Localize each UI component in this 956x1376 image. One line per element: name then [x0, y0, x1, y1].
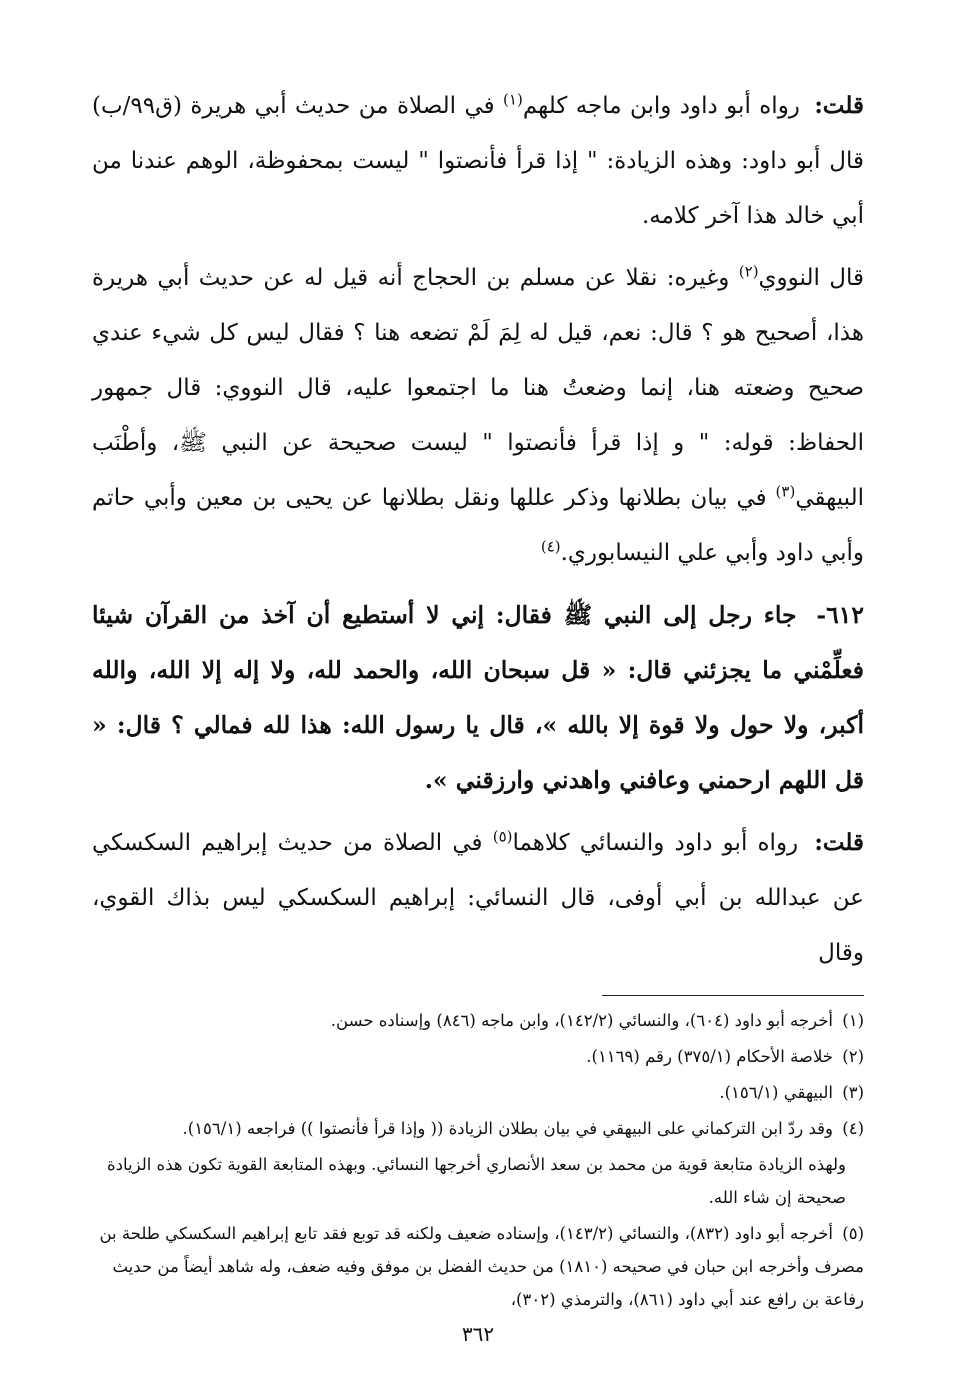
paragraph-2-text-a: قال النووي — [758, 265, 865, 291]
paragraph-1-text-b: في الصلاة من حديث أبي هريرة (ق٩٩/ب) قال أبو داود: وهذه الزيادة: " إذا قرأ فأنصتوا " ليست بمحفوظة، الوهم عندنا من أبي خالد هذا آخر كلامه. — [92, 93, 864, 229]
footnote-5 — [92, 1217, 864, 1316]
footnote-ref-2[interactable]: (٢) — [738, 262, 759, 281]
footnote-1 — [92, 1004, 864, 1037]
footnote-text: البيهقي (١٥٦/١). — [719, 1083, 833, 1102]
footnote-number: (٢) — [842, 1047, 864, 1066]
footnote-text: أخرجه أبو داود (٨٣٢)، والنسائي (١٤٣/٢)، وإسناده ضعيف ولكنه قد توبع فقد تابع إبراهيم السكسكي طلحة بن مصرف وأخرجه ابن حبان في صحيحه (١٨١٠) من حديث الفضل بن موفق وفيه ضعف، وله شاهد أيضاً من حديث رفاعة بن رافع عند أبي داود (٨٦١)، والترمذي (٣٠٢)، — [99, 1224, 864, 1309]
paragraph-1 — [92, 78, 864, 244]
footnote-text: خلاصة الأحكام (٣٧٥/١) رقم (١١٦٩). — [586, 1047, 833, 1066]
footnotes — [92, 1004, 864, 1316]
book-page — [92, 78, 864, 1346]
footnote-3 — [92, 1076, 864, 1109]
footnote-ref-3[interactable]: (٣) — [775, 482, 796, 501]
hadith-text: جاء رجل إلى النبي ﷺ فقال: إني لا أستطيع أن آخذ من القرآن شيئا فعلِّمْني ما يجزئني قال: « قل سبحان الله، والحمد لله، ولا إله إلا الله، والله أكبر، ولا حول ولا قوة إلا بالله »، قال يا رسول الله: هذا لله فمالي ؟ قال: « قل اللهم ارحمني وعافني واهدني وارزقني ». — [92, 601, 864, 794]
paragraph-2-text-c: في بيان بطلانها وذكر عللها ونقل بطلانها عن يحيى بن معين وأبي حاتم وأبي داود وأبي علي النيسابوري. — [92, 485, 864, 566]
footnote-number: (٥) — [842, 1224, 864, 1243]
footnote-4-continuation: ولهذه الزيادة متابعة قوية من محمد بن سعد الأنصاري أخرجها النسائي. وبهذه المتابعة القوية تكون هذه الزيادة صحيحة إن شاء الله. — [106, 1155, 846, 1207]
qult-label: قلت: — [814, 92, 864, 119]
footnote-4 — [92, 1112, 864, 1145]
qult-label: قلت: — [814, 829, 865, 856]
paragraph-1-text-a: رواه أبو داود وابن ماجه كلهم — [522, 93, 800, 119]
footnote-text: وقد ردّ ابن التركماني على البيهقي في بيان بطلان الزيادة (( وإذا قرأ فأنصتوا )) فراجعه (١٥٦/١). — [182, 1119, 833, 1138]
page-number: ٣٦٢ — [461, 1322, 495, 1346]
footnote-text: أخرجه أبو داود (٦٠٤)، والنسائي (١٤٢/٢)، وابن ماجه (٨٤٦) وإسناده حسن. — [330, 1011, 833, 1030]
main-text — [92, 78, 864, 981]
footnote-ref-4[interactable]: (٤) — [540, 537, 561, 556]
paragraph-2 — [92, 251, 864, 581]
footnote-number: (٤) — [842, 1119, 864, 1138]
footnote-divider — [602, 995, 864, 996]
footnote-number: (٣) — [842, 1083, 864, 1102]
footnote-ref-5[interactable]: (٥) — [492, 827, 513, 846]
paragraph-2-text-b: وغيره: نقلا عن مسلم بن الحجاج أنه قيل له عن حديث أبي هريرة هذا، أصحيح هو ؟ قال: نعم، قيل له لِمَ لَمْ تضعه هنا ؟ فقال ليس كل شيء عندي صحيح وضعته هنا، إنما وضعتُ هنا ما اجتمعوا عليه، قال النووي: قال جمهور الحفاظ: قوله: " و إذا قرأ فأنصتوا " ليست صحيحة عن النبي ﷺ، وأطْنَب البيهقي — [92, 265, 865, 511]
footnote-ref-1[interactable]: (١) — [503, 90, 523, 109]
hadith-number: ٦١٢- — [816, 601, 864, 629]
footnote-2 — [92, 1040, 864, 1073]
footnote-number: (١) — [842, 1011, 864, 1030]
paragraph-3-text-b: في الصلاة من حديث إبراهيم السكسكي عن عبدالله بن أبي أوفى، قال النسائي: إبراهيم السكسكي ليس بذاك القوي، وقال — [92, 830, 864, 966]
paragraph-3-text-a: رواه أبو داود والنسائي كلاهما — [512, 830, 799, 856]
hadith-612 — [92, 588, 864, 808]
paragraph-3 — [92, 815, 864, 981]
